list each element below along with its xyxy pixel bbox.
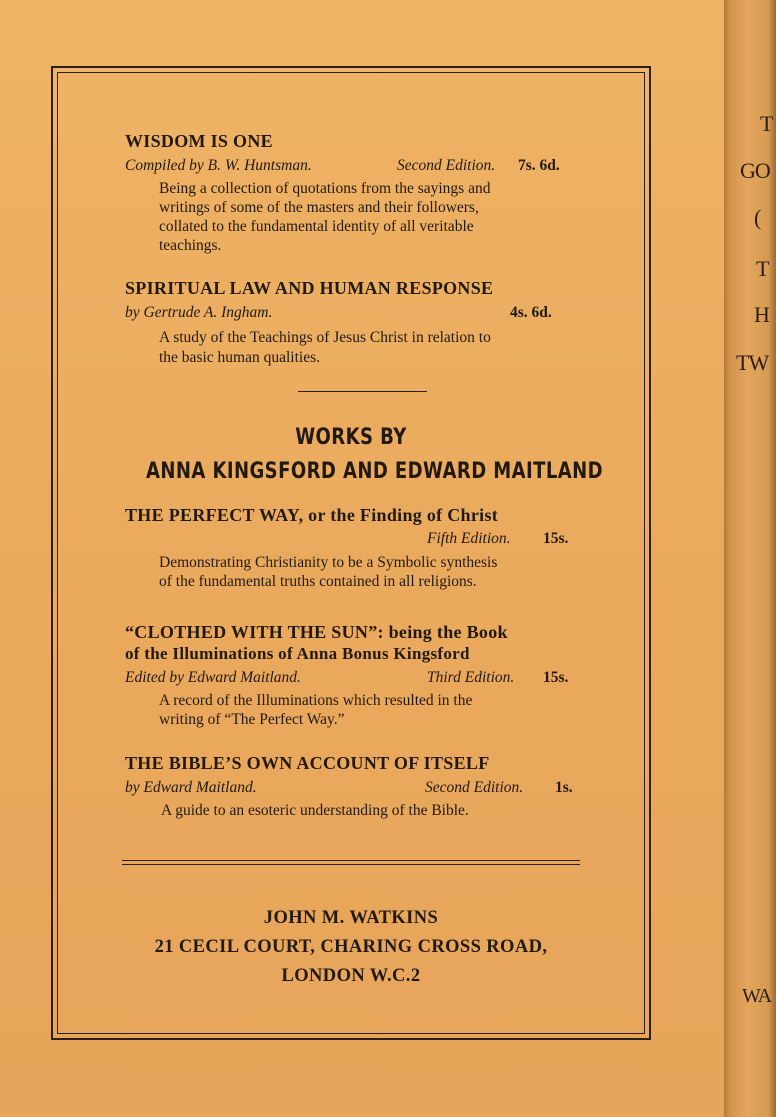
- book-title-bibles-own-account: THE BIBLE’S OWN ACCOUNT OF ITSELF: [125, 753, 490, 773]
- book-author: Edited by Edward Maitland.: [125, 669, 301, 686]
- spine-text: GO: [740, 158, 770, 183]
- spine-text: (: [754, 205, 761, 230]
- book-title-clothed-with-the-sun: “CLOTHED WITH THE SUN”: being the Book: [125, 622, 508, 642]
- book-author: by Edward Maitland.: [125, 779, 257, 796]
- book-price: 7s. 6d.: [518, 157, 560, 174]
- publisher-divider: [122, 864, 580, 865]
- publisher-city: LONDON W.C.2: [281, 966, 421, 986]
- book-description-line: writings of some of the masters and their followers,: [159, 199, 479, 216]
- section-heading-authors: ANNA KINGSFORD AND EDWARD MAITLAND: [146, 459, 604, 484]
- spine-text: T: [756, 256, 769, 281]
- spine-text: TW: [736, 350, 769, 375]
- book-description-line: A record of the Illuminations which resulted in the: [159, 692, 473, 709]
- book-author: by Gertrude A. Ingham.: [125, 304, 273, 321]
- publisher-divider: [122, 860, 580, 861]
- book-title-perfect-way: THE PERFECT WAY, or the Finding of Christ: [125, 505, 499, 525]
- book-price: 15s.: [543, 669, 569, 686]
- book-description-line: teachings.: [159, 237, 222, 254]
- section-divider: [298, 391, 427, 392]
- book-description-line: writing of “The Perfect Way.”: [159, 711, 345, 728]
- book-edition: Third Edition.: [427, 669, 515, 686]
- book-edition: Fifth Edition.: [427, 530, 511, 547]
- book-description-line: the basic human qualities.: [159, 349, 320, 366]
- spine-text: WA: [742, 985, 772, 1007]
- book-description-line: A study of the Teachings of Jesus Christ in relation to: [159, 329, 491, 346]
- book-title-spiritual-law: SPIRITUAL LAW AND HUMAN RESPONSE: [125, 278, 494, 298]
- book-description-line: Being a collection of quotations from the sayings and: [159, 180, 491, 197]
- book-author: Compiled by B. W. Huntsman.: [125, 157, 312, 174]
- book-price: 4s. 6d.: [510, 304, 552, 321]
- book-price: 15s.: [543, 530, 569, 547]
- book-description-line: A guide to an esoteric understanding of the Bible.: [161, 802, 469, 819]
- book-edition: Second Edition.: [397, 157, 496, 174]
- book-title-wisdom: WISDOM IS ONE: [125, 131, 273, 151]
- book-spine: [724, 0, 776, 1117]
- publisher-address: 21 CECIL COURT, CHARING CROSS ROAD,: [154, 937, 548, 957]
- book-description-line: of the fundamental truths contained in all religions.: [159, 573, 477, 590]
- book-title-clothed-with-the-sun-line2: of the Illuminations of Anna Bonus Kingsford: [125, 644, 470, 663]
- spine-text: T: [760, 111, 773, 136]
- book-description-line: collated to the fundamental identity of all veritable: [159, 218, 474, 235]
- publisher-name: JOHN M. WATKINS: [263, 908, 439, 928]
- spine-text: H: [754, 302, 769, 327]
- book-edition: Second Edition.: [425, 779, 524, 796]
- book-description-line: Demonstrating Christianity to be a Symbolic synthesis: [159, 554, 498, 571]
- book-price: 1s.: [555, 779, 573, 796]
- section-heading: WORKS BY: [295, 425, 407, 450]
